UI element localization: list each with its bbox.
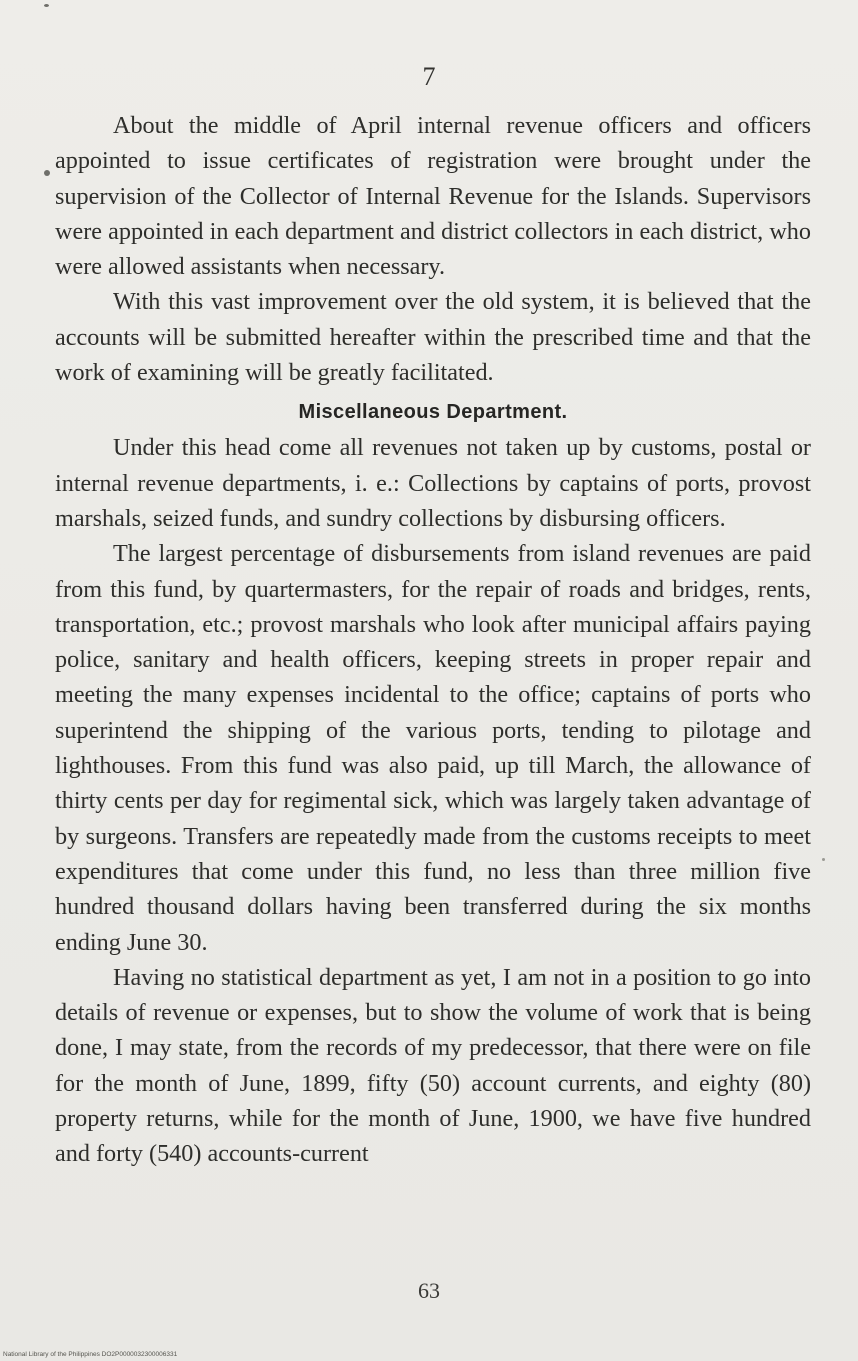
scan-speck <box>44 4 49 7</box>
paragraph-improvement: With this vast improvement over the old system, it is believed that the accounts will be submitted hereafter within the prescribed time and that the work of examining will be greatly facilitated. <box>55 288 811 387</box>
section-heading: Miscellaneous Department. <box>298 401 568 424</box>
folio-number: 63 <box>418 1278 440 1303</box>
paragraph-disbursements: The largest percentage of disbursements from island revenues are paid from this fund, by quartermasters, for the repair of roads and bridges, rents, transportation, etc.; provost marshals who look after municipal affairs paying police, sanitary and health officers, keeping streets in proper repair and meeting the many expenses incidental to the office; captains of ports who superintend the shipping of the various ports, tending to pilotage and lighthouses. From this fund was also paid, up till March, the allowance of thirty cents per day for regimental sick, which was largely taken advantage of by surgeons. Transfers are repeatedly made from the customs receipts to meet expenditures that come under this fund, no less than three million five hundred thousand dollars having been transferred during the six months ending June 30. <box>55 540 811 956</box>
body-text <box>55 108 811 1172</box>
page-number: 7 <box>422 62 436 91</box>
paragraph-supervision: About the middle of April internal revenue officers and officers appointed to issue certificates of registration were brought under the supervision of the Collector of Internal Revenue for the Islands. Supervisors were appointed in each department and district collectors in each district, who were allowed assistants when necessary. <box>55 112 811 281</box>
scan-speck <box>822 858 825 861</box>
scan-speck <box>44 170 50 176</box>
paragraph-revenues: Under this head come all revenues not taken up by customs, postal or internal revenue departments, i. e.: Collections by captains of ports, provost marshals, seized funds, and sundry collections by disbursing officers. <box>55 434 811 532</box>
footer-credit: National Library of the Philippines DO2P0000032300006331 <box>3 1351 178 1358</box>
paragraph-statistics: Having no statistical department as yet, I am not in a position to go into details of revenue or expenses, but to show the volume of work that is being done, I may state, from the records of my predecessor, that there were on file for the month of June, 1899, fifty (50) account currents, and eighty (80) property returns, while for the month of June, 1900, we have five hundred and forty (540) accounts-current <box>55 963 811 1168</box>
